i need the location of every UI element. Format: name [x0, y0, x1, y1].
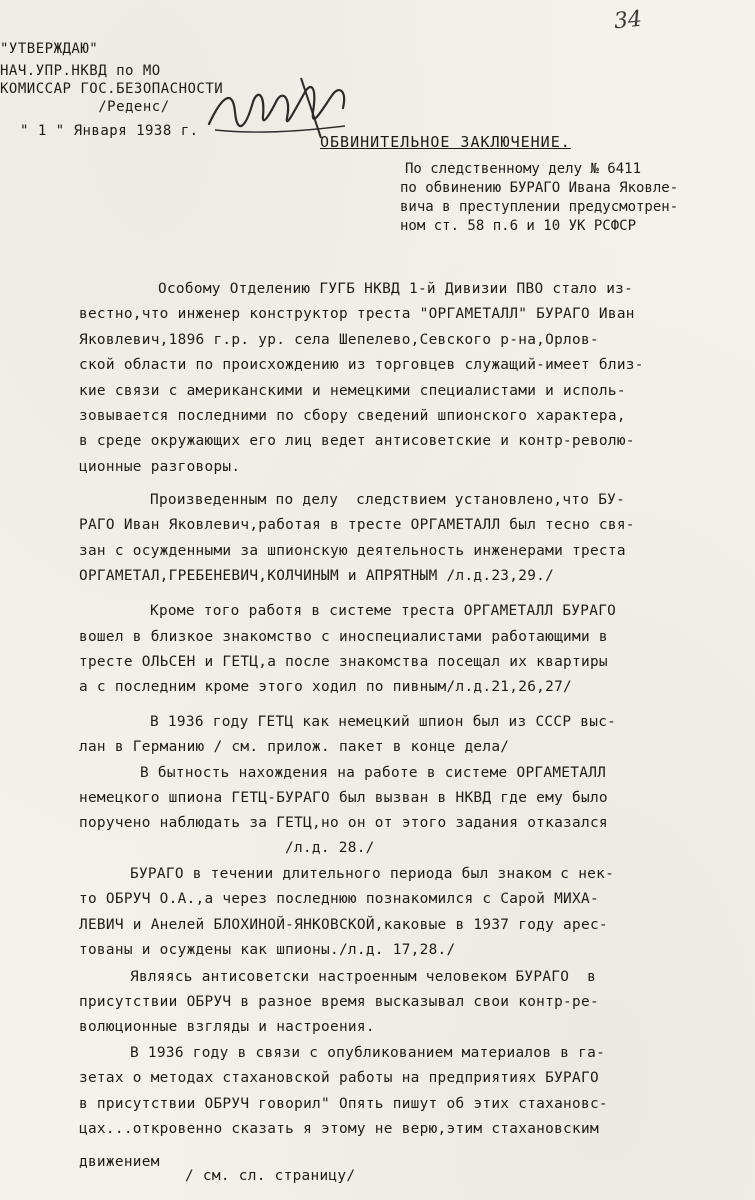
signature-image [205, 72, 355, 142]
case-info-line: ном ст. 58 п.6 и 10 УК РСФСР [400, 218, 637, 234]
body-line: тресте ОЛЬСЕН и ГЕТЦ,а после знакомства посещал их квартиры [79, 654, 608, 670]
body-line: вестно,что инженер конструктор треста "ОРГАМЕТАЛЛ" БУРАГО Иван [79, 306, 635, 322]
approval-date: " 1 " Января 1938 г. [20, 123, 199, 139]
body-line: /л.д. 28./ [285, 840, 375, 856]
approval-line: КОМИССАР ГОС.БЕЗОПАСНОСТИ [0, 81, 224, 97]
body-line: цах...откровенно сказать я этому не верю,этим стахановским [79, 1121, 599, 1137]
body-line: зан с осужденными за шпионскую деятельность инженерами треста [79, 543, 626, 559]
body-line: кие связи с американскими и немецкими специалистами и исполь- [79, 383, 626, 399]
body-line: РАГО Иван Яковлевич,работая в тресте ОРГАМЕТАЛЛ был тесно свя- [79, 517, 635, 533]
body-line: В 1936 году в связи с опубликованием материалов в га- [130, 1045, 606, 1061]
body-line: поручено наблюдать за ГЕТЦ,но он от этого задания отказался [79, 815, 608, 831]
body-line: тованы и осуждены как шпионы./л.д. 17,28./ [79, 942, 456, 958]
body-line: зетах о методах стахановской работы на предприятиях БУРАГО [79, 1070, 599, 1086]
body-line: ЛЕВИЧ и Анелей БЛОХИНОЙ-ЯНКОВСКОЙ,каковые в 1937 году арес- [79, 917, 608, 933]
body-line: БУРАГО в течении длительного периода был знаком с нек- [130, 866, 615, 882]
approval-line: "УТВЕРЖДАЮ" [0, 41, 99, 57]
case-info [400, 160, 679, 236]
body-line: Являясь антисоветски настроенным человеком БУРАГО в [130, 969, 597, 985]
case-info-line: по обвинению БУРАГО Ивана Яковле- [400, 180, 679, 196]
body-line: в присутствии ОБРУЧ говорил" Опять пишут об этих стахановс- [79, 1096, 608, 1112]
body-line: а с последним кроме этого ходил по пивным/л.д.21,26,27/ [79, 679, 573, 695]
continued-note: / см. сл. страницу/ [185, 1168, 356, 1184]
body-line: волюционные взгляды и настроения. [79, 1019, 375, 1035]
body-line: в среде окружающих его лиц ведет антисоветские и контр-револю- [79, 433, 635, 449]
body-line: ционные разговоры. [79, 459, 241, 475]
body-line: вошел в близкое знакомство с иноспециалистами работающими в [79, 629, 608, 645]
body-line: зовывается последними по сбору сведений шпионского характера, [79, 408, 626, 424]
body-line: Яковлевич,1896 г.р. ур. села Шепелево,Севского р-на,Орлов- [79, 332, 599, 348]
body-line: движением [79, 1154, 160, 1170]
body-line: ОРГАМЕТАЛ,ГРЕБЕНЕВИЧ,КОЛЧИНЫМ и АПРЯТНЫМ /л.д.23,29./ [79, 568, 555, 584]
case-info-line: вича в преступлении предусмотрен- [400, 199, 679, 215]
body-line: немецкого шпиона ГЕТЦ-БУРАГО был вызван в НКВД где ему было [79, 790, 608, 806]
approval-line: /Реденс/ [0, 99, 170, 115]
body-line: Особому Отделению ГУГБ НКВД 1-й Дивизии ПВО стало из- [158, 281, 634, 297]
approval-line: НАЧ.УПР.НКВД по МО [0, 63, 161, 79]
document-title: ОБВИНИТЕЛЬНОЕ ЗАКЛЮЧЕНИЕ. [320, 133, 571, 151]
body-line: лан в Германию / см. прилож. пакет в конце дела/ [79, 739, 510, 755]
case-info-line: По следственному делу № 6411 [405, 161, 642, 177]
body-line: ской области по происхождению из торговцев служащий-имеет близ- [79, 357, 644, 373]
body-line: Произведенным по делу следствием установлено,что БУ- [150, 492, 626, 508]
body-line: В 1936 году ГЕТЦ как немецкий шпион был из СССР выс- [150, 714, 617, 730]
body-line: то ОБРУЧ О.А.,а через последнюю познакомился с Сарой МИХА- [79, 891, 599, 907]
body-line: Кроме того работя в системе треста ОРГАМЕТАЛЛ БУРАГО [150, 603, 617, 619]
body-line: В бытность нахождения на работе в системе ОРГАМЕТАЛЛ [140, 765, 607, 781]
body-line: присутствии ОБРУЧ в разное время высказывал свои контр-ре- [79, 994, 599, 1010]
page-number: 34 [612, 6, 644, 35]
